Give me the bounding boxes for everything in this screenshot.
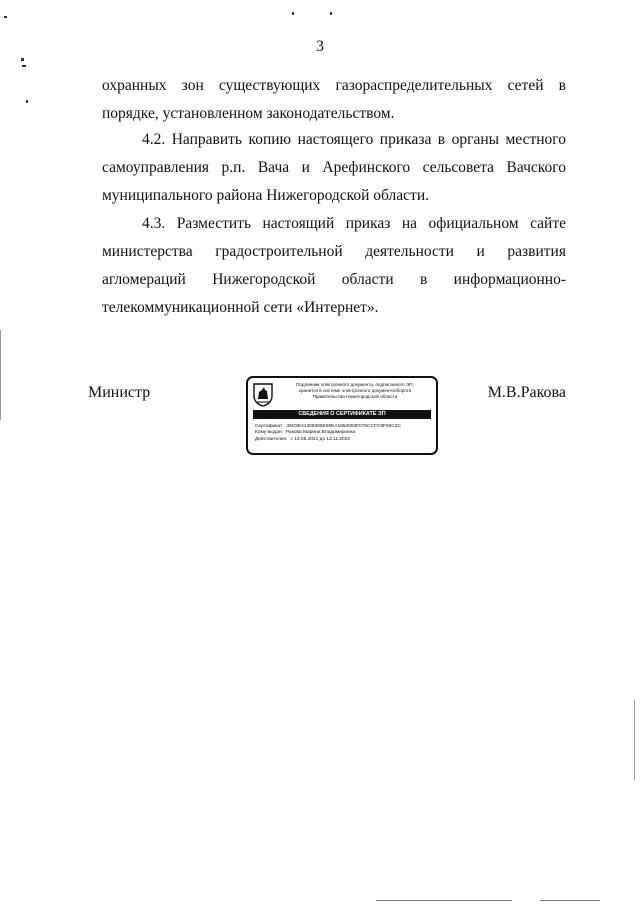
- paragraph-4-3: 4.3. Разместить настоящий приказ на официальном сайте министерства градостроительной деятельности и развития агломераций Нижегородской области в информационно-телекоммуникационной сети «Интернет».: [102, 215, 566, 316]
- scan-mark: [4, 16, 7, 18]
- paragraph-continuation: охранных зон существующих газораспределительных сетей в порядке, установленном законодательством.: [102, 77, 566, 122]
- electronic-signature-stamp: [246, 376, 438, 455]
- stamp-header: [276, 382, 434, 400]
- page-number: 3: [316, 38, 324, 55]
- coat-of-arms-icon: [253, 383, 273, 407]
- stamp-line-3: Правительства Нижегородской области: [312, 394, 398, 399]
- scan-mark: [330, 12, 332, 15]
- scan-mark: [26, 100, 28, 103]
- paragraph-4-2: 4.2. Направить копию настоящего приказа в органы местного самоуправления р.п. Вача и Арефинского сельсовета Вачского муниципального района Нижегородской области.: [102, 131, 566, 204]
- stamp-band: СВЕДЕНИЯ О СЕРТИФИКАТЕ ЭП: [253, 410, 431, 419]
- stamp-details: [255, 424, 433, 443]
- stamp-line-2: хранится в системе электронного документооборота: [298, 388, 412, 393]
- signatory-title: Министр: [88, 384, 151, 401]
- scan-mark: [22, 65, 26, 67]
- scan-edge-line: [634, 700, 635, 780]
- stamp-line-1: Подлинник электронного документа, подписанного ЭП,: [296, 382, 414, 387]
- scan-mark: [292, 12, 294, 15]
- scan-bottom-line: [540, 900, 600, 901]
- certificate-label: Сертификат:: [255, 424, 284, 429]
- owner-value: Ракова Марина Владимировна: [286, 430, 356, 436]
- validity-label: Действителен:: [255, 436, 288, 442]
- certificate-value: 39C8E41308385E59EA1852003F075CCFC9F92C3C: [286, 424, 401, 429]
- signatory-name: М.В.Ракова: [487, 384, 566, 401]
- scan-bottom-line: [376, 900, 512, 901]
- scan-mark: [21, 58, 24, 61]
- validity-value: с 13.08.2021 до 13.11.2022: [290, 436, 351, 442]
- scan-edge-line: [0, 330, 1, 420]
- owner-label: Кому выдан:: [255, 430, 283, 436]
- stamp-validity-row: [255, 437, 433, 443]
